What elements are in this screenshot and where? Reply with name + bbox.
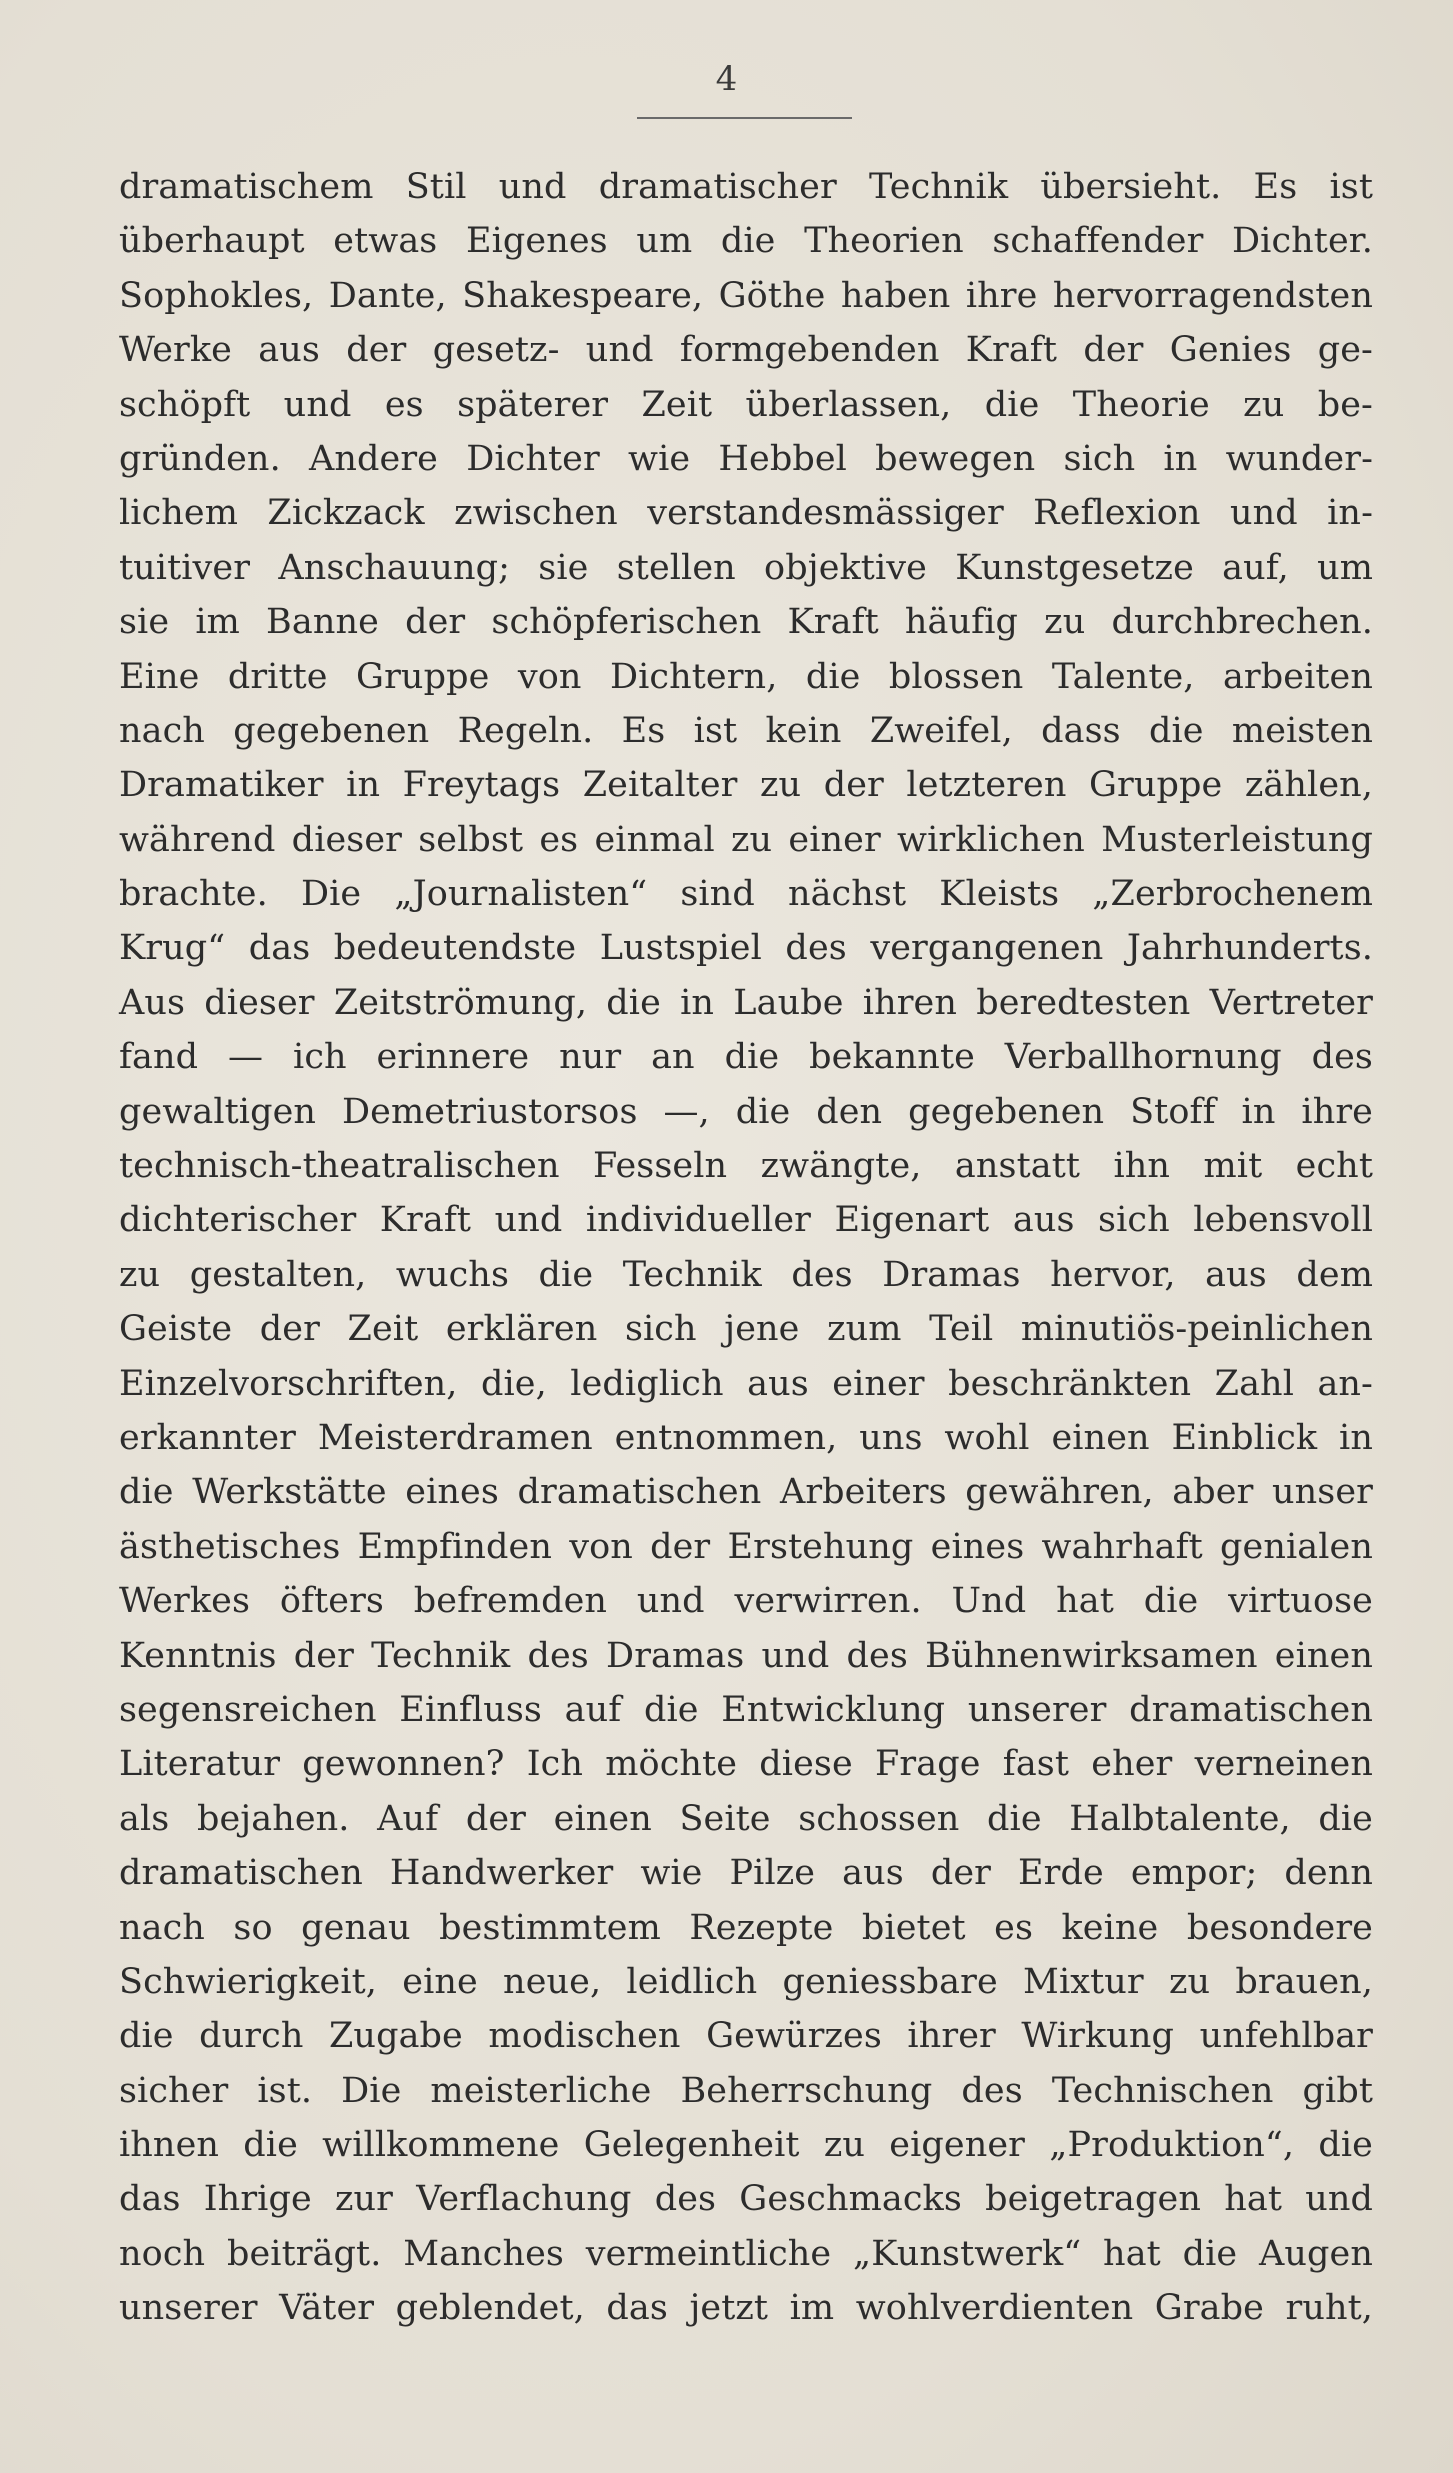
text-line: Sophokles, Dante, Shakespeare, Göthe haben ihre hervorragendsten — [119, 275, 1373, 316]
text-line: tuitiver Anschauung; sie stellen objektive Kunstgesetze auf, um — [119, 547, 1373, 588]
text-line: als bejahen. Auf der einen Seite schossen die Halbtalente, die — [119, 1798, 1373, 1839]
text-line: überhaupt etwas Eigenes um die Theorien schaffender Dichter. — [119, 221, 1373, 262]
body-text — [119, 160, 1373, 2336]
text-line: dramatischem Stil und dramatischer Technik übersieht. Es ist — [119, 167, 1373, 207]
text-line: ihnen die willkommene Gelegenheit zu eigener „Produktion“, die — [119, 2125, 1373, 2166]
text-line: Eine dritte Gruppe von Dichtern, die blossen Talente, arbeiten — [119, 656, 1373, 697]
text-line: während dieser selbst es einmal zu einer wirklichen Musterleistung — [119, 819, 1373, 860]
text-line: dramatischen Handwerker wie Pilze aus der Erde empor; denn — [119, 1853, 1373, 1894]
text-line: Werkes öfters befremden und verwirren. Und hat die virtuose — [119, 1581, 1373, 1622]
text-line: Kenntnis der Technik des Dramas und des Bühnenwirksamen einen — [119, 1635, 1373, 1676]
text-line: ästhetisches Empfinden von der Erstehung eines wahrhaft genialen — [119, 1526, 1373, 1567]
text-line: segensreichen Einfluss auf die Entwicklung unserer dramatischen — [119, 1689, 1373, 1730]
text-line: die durch Zugabe modischen Gewürzes ihrer Wirkung unfehlbar — [119, 2016, 1373, 2057]
text-line: nach gegebenen Regeln. Es ist kein Zweifel, dass die meisten — [119, 710, 1373, 751]
text-line: erkannter Meisterdramen entnommen, uns wohl einen Einblick in — [119, 1417, 1373, 1458]
text-line: gründen. Andere Dichter wie Hebbel bewegen sich in wunder- — [119, 438, 1373, 479]
text-line: gewaltigen Demetriustorsos —, die den gegebenen Stoff in ihre — [119, 1091, 1373, 1132]
text-line: Aus dieser Zeitströmung, die in Laube ihren beredtesten Vertreter — [119, 982, 1373, 1023]
text-line: lichem Zickzack zwischen verstandesmässiger Reflexion und in- — [119, 493, 1373, 534]
text-line: unserer Väter geblendet, das jetzt im wohlverdienten Grabe ruht, — [119, 2288, 1373, 2329]
text-line: sie im Banne der schöpferischen Kraft häufig zu durchbrechen. — [119, 602, 1373, 643]
text-line: dichterischer Kraft und individueller Eigenart aus sich lebensvoll — [119, 1200, 1373, 1241]
text-line: Einzelvorschriften, die, lediglich aus einer beschränkten Zahl an- — [119, 1363, 1373, 1404]
text-line: brachte. Die „Journalisten“ sind nächst Kleists „Zerbrochenem — [119, 874, 1373, 915]
header-rule — [637, 117, 852, 119]
text-line: Krug“ das bedeutendste Lustspiel des vergangenen Jahrhunderts. — [119, 928, 1373, 969]
text-line: Schwierigkeit, eine neue, leidlich geniessbare Mixtur zu brauen, — [119, 1961, 1373, 2002]
page-number: 4 — [715, 59, 738, 99]
text-line: technisch-theatralischen Fesseln zwängte, anstatt ihn mit echt — [119, 1146, 1373, 1187]
text-line: noch beiträgt. Manches vermeintliche „Kunstwerk“ hat die Augen — [119, 2233, 1373, 2274]
text-line: Dramatiker in Freytags Zeitalter zu der letzteren Gruppe zählen, — [119, 765, 1373, 806]
text-line: zu gestalten, wuchs die Technik des Dramas hervor, aus dem — [119, 1254, 1373, 1295]
text-line: fand — ich erinnere nur an die bekannte Verballhornung des — [119, 1037, 1373, 1078]
text-line: Werke aus der gesetz- und formgebenden Kraft der Genies ge- — [119, 330, 1373, 371]
text-line: das Ihrige zur Verflachung des Geschmacks beigetragen hat und — [119, 2179, 1373, 2220]
text-line: nach so genau bestimmtem Rezepte bietet es keine besondere — [119, 1907, 1373, 1948]
text-line: die Werkstätte eines dramatischen Arbeiters gewähren, aber unser — [119, 1472, 1373, 1513]
text-line: sicher ist. Die meisterliche Beherrschung des Technischen gibt — [119, 2070, 1373, 2111]
text-line: schöpft und es späterer Zeit überlassen, die Theorie zu be- — [119, 384, 1373, 425]
text-line: Literatur gewonnen? Ich möchte diese Frage fast eher verneinen — [119, 1744, 1373, 1785]
text-line: Geiste der Zeit erklären sich jene zum Teil minutiös-peinlichen — [119, 1309, 1373, 1350]
